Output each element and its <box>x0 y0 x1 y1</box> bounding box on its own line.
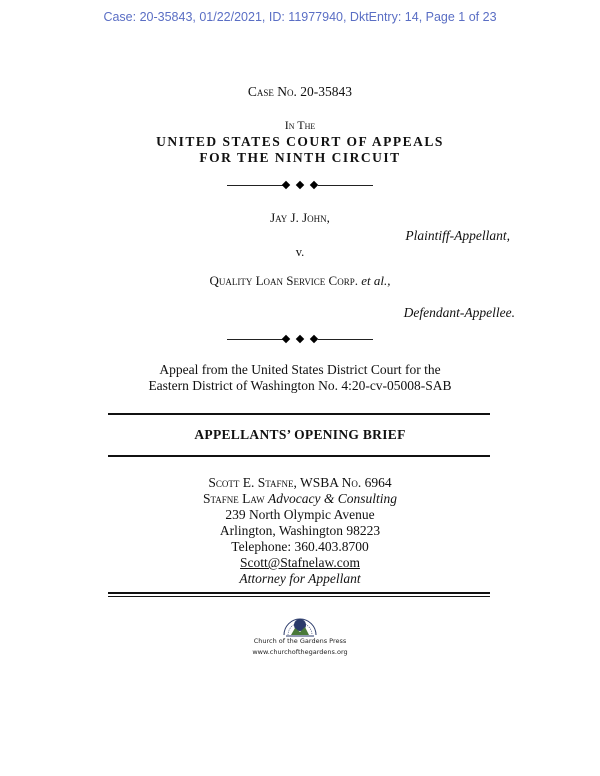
divider-diamond <box>310 181 318 189</box>
defendant-name: Quality Loan Service Corp. <box>209 273 358 288</box>
divider-diamond <box>282 181 290 189</box>
court-name-line-2: FOR THE NINTH CIRCUIT <box>199 150 401 165</box>
church-seal-logo <box>278 605 322 641</box>
plaintiff-name: Jay J. John, <box>270 210 330 225</box>
divider-diamond <box>296 181 304 189</box>
title-rule-top <box>108 413 490 415</box>
counsel-telephone: Telephone: 360.403.8700 <box>231 539 369 554</box>
divider-diamond <box>310 335 318 343</box>
publisher-url[interactable]: www.churchofthegardens.org <box>252 648 348 656</box>
counsel-address-2: Arlington, Washington 98223 <box>219 523 381 538</box>
footer-rule-thin <box>108 596 490 597</box>
divider-rule-right <box>318 185 373 186</box>
versus: v. <box>295 245 305 259</box>
counsel-firm <box>0 491 600 507</box>
divider-rule-left <box>227 339 283 340</box>
in-the-label: In The <box>284 118 316 132</box>
counsel-email-link[interactable]: Scott@Stafnelaw.com <box>240 555 360 570</box>
counsel-name: Scott E. Stafne, WSBA No. 6964 <box>208 475 392 490</box>
defendant-role: Defendant-Appellee. <box>403 305 515 320</box>
divider-rule-right <box>318 339 373 340</box>
appeal-line-2: Eastern District of Washington No. 4:20-cv-05008-SAB <box>148 378 452 393</box>
appeal-line-1: Appeal from the United States District Court for the <box>159 362 441 377</box>
title-rule-bottom <box>108 455 490 457</box>
divider-rule-left <box>227 185 283 186</box>
firm-description: Advocacy & Consulting <box>268 491 398 506</box>
brief-title: APPELLANTS’ OPENING BRIEF <box>194 427 406 442</box>
publisher-name: Church of the Gardens Press <box>253 637 347 645</box>
counsel-address-1: 239 North Olympic Avenue <box>225 507 375 522</box>
case-number: Case No. 20-35843 <box>247 84 353 99</box>
footer-rule-thick <box>108 592 490 594</box>
divider-diamond <box>282 335 290 343</box>
counsel-role: Attorney for Appellant <box>239 571 361 586</box>
firm-name: Stafne Law <box>202 491 265 506</box>
defendant-suffix: et al., <box>361 273 391 288</box>
case-header-stamp: Case: 20-35843, 01/22/2021, ID: 11977940, DktEntry: 14, Page 1 of 23 <box>103 10 497 24</box>
defendant-line <box>0 273 600 289</box>
divider-diamond <box>296 335 304 343</box>
court-name-line-1: UNITED STATES COURT OF APPEALS <box>156 134 444 149</box>
plaintiff-role: Plaintiff-Appellant, <box>405 228 510 243</box>
